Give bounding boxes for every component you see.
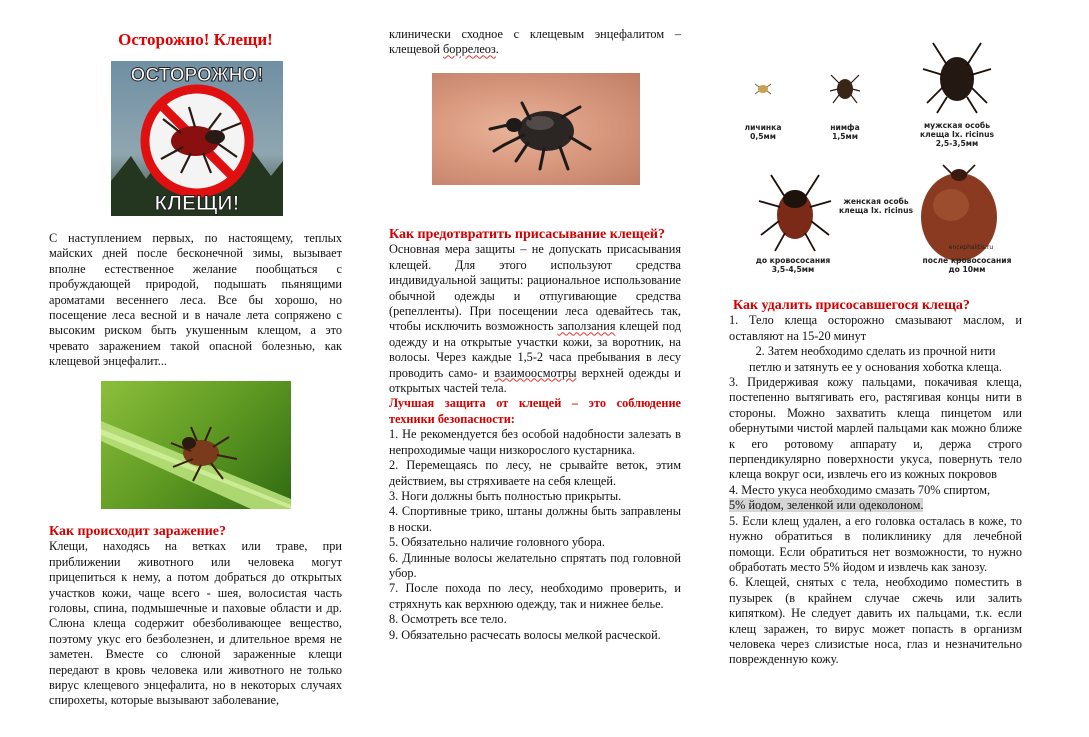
continuation-paragraph (389, 27, 681, 58)
continuation-section (389, 27, 681, 58)
tick-on-skin-image (432, 73, 640, 185)
removal-step-5: 5. Если клещ удален, а его головка осталась в коже, то нужно обратиться в поликлинику для лечебной помощи. Если обратиться нет возможности, то нужно обработать место 5% йодом и извлечь как занозу. (729, 513, 1022, 574)
prevention-word-1: заползания (557, 319, 616, 334)
prevention-text-b: клещей под одежду и на открытые участки кожи, за воротник, на волосы. Через каждые 1,5-2 часа пребывания в лесу проводить само- и (389, 319, 681, 380)
warning-poster-image (111, 61, 283, 216)
prevention-text-a: Основная мера защиты – не допускать присасывания клещей. Для этого используют средства индивидуальной защиты: рациональное использование обычной одежды и отпугивающие средства (репелленты). При посещении леса одевайтесь так, чтобы исключить возможность (389, 242, 681, 334)
list-item: 5. Обязательно наличие головного убора. (389, 535, 605, 550)
stage-name: после кровососания (922, 256, 1012, 265)
stage-label-after (917, 256, 1017, 274)
stage-name: до кровососания (755, 256, 831, 265)
list-item: 1. Не рекомендуется без особой надобности залезать в непроходимые чащи низкорослого кустарника. (389, 427, 681, 457)
removal-step-2b: петлю и затянуть ее у основания хоботка клеща. (749, 359, 1002, 374)
tick-on-grass-image (101, 381, 291, 509)
removal-section (729, 298, 1022, 668)
stage-size: 3,5-4,5мм (771, 265, 815, 274)
stage-name: мужская особь (923, 121, 991, 130)
prevention-paragraph (389, 242, 681, 396)
infection-paragraph: Клещи, находясь на ветках или траве, при приближении животного или человека могут прицепиться к нему, а потом добраться до открытых участков кожи, чаще всего - шея, волосистая часть головы, спина, подмышечные и паховые области и др. Слюна клеща содержит обезболивающее вещество, поэтому укус его безболезнен, и длительное время не заметен. Вместе со слюной зараженные клещи передают в кровь человека или животного не только вирус клещевого энцефалита, но в некоторых случаях спирохеты, которые вызывают заболевание, (49, 539, 342, 708)
infection-section (49, 524, 342, 709)
stage-label-female (831, 197, 921, 215)
page-title: Осторожно! Клещи! (118, 30, 273, 49)
prevention-heading: Как предотвратить присасывание клещей? (389, 227, 665, 242)
infection-heading: Как происходит заражение? (49, 524, 227, 539)
tick-stages-illustration (735, 37, 1027, 277)
list-item: 2. Перемещаясь по лесу, не срывайте веток, этим действием, вы стряхиваете на себя клещей. (389, 458, 681, 488)
removal-step-4 (729, 483, 1022, 514)
stage-name: женская особь (843, 197, 909, 206)
removal-step-4a: 4. Место укуса необходимо смазать 70% спиртом, (729, 482, 991, 497)
grass-tick-illustration (101, 381, 291, 509)
safety-heading: Лучшая защита от клещей – это соблюдение техники безопасности: (389, 396, 681, 426)
continuation-end: . (495, 42, 499, 57)
stage-label-before (745, 256, 841, 274)
list-item: 3. Ноги должны быть полностью прикрыты. (389, 488, 622, 503)
stage-species: клеща Ix. ricinus (919, 130, 995, 139)
watermark-label: encephalitis.ru (948, 244, 994, 251)
poster-bottom-text: КЛЕЩИ! (154, 192, 240, 215)
poster-illustration (111, 61, 283, 216)
safety-rules-list (389, 427, 681, 643)
removal-step-3: 3. Придерживая кожу пальцами, покачивая клеща, постепенно вытягивать его, растягивая концы нити в стороны. Можно захватить клеща пинцетом или обернутыми чистой марлей пальцами как можно ближе к его ротовому аппарату и, держа строго перпендикулярно поверхности укуса, повернуть тело клеща вокруг оси, извлечь его из кожных покровов (729, 375, 1022, 482)
list-item: 4. Спортивные трико, штаны должны быть заправлены в носки. (389, 504, 681, 534)
continuation-word: боррелеоз (443, 42, 496, 57)
stage-name: личинка (744, 123, 782, 132)
removal-step-2a: 2. Затем необходимо сделать из прочной нити (755, 344, 996, 359)
intro-section (49, 231, 342, 370)
poster-top-text: ОСТОРОЖНО! (130, 65, 264, 86)
stage-size: 0,5мм (750, 132, 776, 141)
prevention-text-c: верхней одежды и открытых частей тела. (389, 365, 682, 396)
list-item: 8. Осмотреть все тело. (389, 612, 507, 627)
skin-tick-illustration (432, 73, 640, 185)
stage-species: клеща Ix. ricinus (838, 206, 914, 215)
prevention-word-2: взаимоосмотры (494, 365, 577, 380)
list-item: 9. Обязательно расчесать волосы мелкой расческой. (389, 627, 661, 642)
removal-step-1: 1. Тело клеща осторожно смазывают маслом, и оставляют на 15-20 минут (729, 313, 1022, 343)
stage-name: нимфа (830, 123, 860, 132)
removal-step-4b-highlight: 5% йодом, зеленкой или одеколоном. (729, 498, 924, 513)
list-item: 6. Длинные волосы желательно спрятать под головной убор. (389, 550, 681, 580)
stage-size: 2,5-3,5мм (935, 139, 979, 148)
continuation-text: клинически сходное с клещевым энцефалитом – клещевой (389, 27, 681, 57)
tick-stages-image (735, 37, 1027, 277)
removal-heading: Как удалить присосавшегося клеща? (733, 298, 970, 313)
stage-size: 1,5мм (832, 132, 858, 141)
stage-size: до 10мм (948, 265, 986, 274)
list-item: 7. После похода по лесу, необходимо проверить, и стряхнуть как верхнюю одежду, так и нижнее белье. (389, 581, 681, 611)
stage-label-larva (735, 123, 791, 141)
intro-paragraph: С наступлением первых, по настоящему, теплых майских дней после бесконечной зимы, вызывает вполне естественное желание пообщаться с пробуждающей природой, подышать пьянящими ароматами весеннего леса. Все бы хорошо, но посещение леса весной и в начале лета сопряжено с высоким риском быть укушенным клещом, а это чревато заражением такой опасной болезнью, как клещевой энцефалит... (49, 231, 342, 369)
prevention-section (389, 227, 681, 643)
removal-step-6: 6. Клещей, снятых с тела, необходимо поместить в пузырек (в крайнем случае сжечь или залить кипятком). Не следует давить их пальцами, т.к. если клещ заражен, то вирус может попасть в организм человека через слизистые носа, глаз и незначительно поврежденную кожу. (729, 575, 1022, 667)
stage-label-nymph (817, 123, 873, 141)
stage-label-male (907, 121, 1007, 148)
